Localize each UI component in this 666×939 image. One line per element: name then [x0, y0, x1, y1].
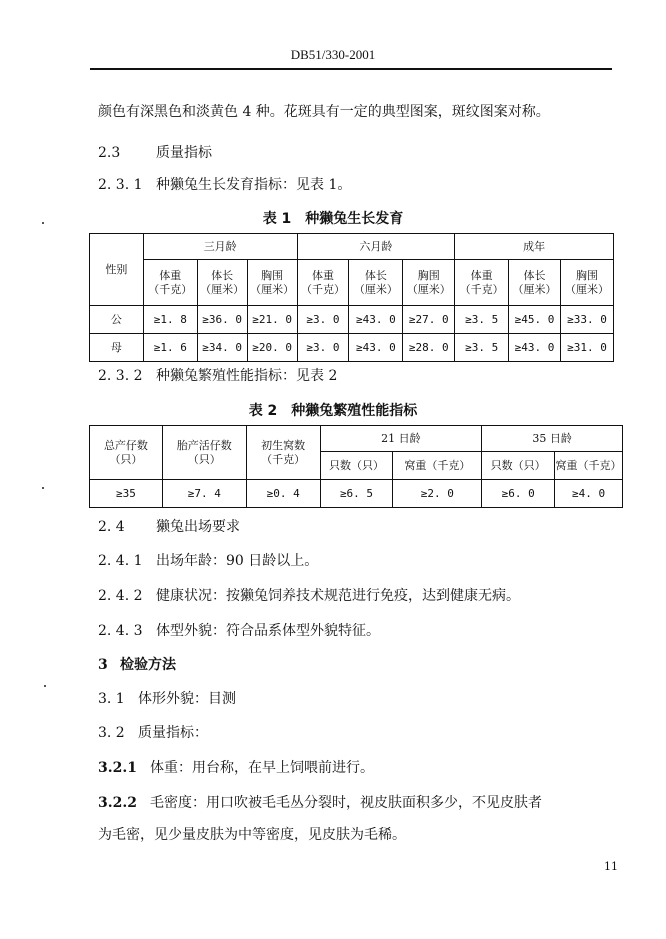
column-header: 总产仔数 （只）: [90, 426, 163, 480]
row-label: 母: [90, 334, 144, 362]
clause-2-4-1: [98, 552, 318, 570]
scan-dot: [42, 222, 44, 224]
column-header: 只数（只）: [482, 452, 555, 480]
column-header: 窝重（千克）: [393, 452, 482, 480]
column-header: 体重 （千克）: [297, 260, 349, 306]
column-header: 窝重（千克）: [555, 452, 623, 480]
scan-dot: [44, 685, 46, 687]
table-cell: ≥3. 0: [297, 334, 349, 362]
clause-number: 2. 3. 2: [98, 368, 143, 384]
column-header: 胸围 （厘米）: [403, 260, 455, 306]
clause-number: 3.2.1: [98, 760, 137, 776]
clause-3-2-1: [98, 759, 374, 777]
clause-text: 种獭兔生长发育指标：见表 1。: [156, 177, 352, 193]
group-header: 六月龄: [297, 234, 455, 260]
clause-3-2-2: [98, 794, 542, 812]
group-header: 三月龄: [143, 234, 297, 260]
section-title: 质量指标: [156, 145, 212, 161]
table-cell: ≥36. 0: [197, 306, 247, 334]
clause-text: 獭兔出场要求: [156, 519, 240, 535]
table-2: [89, 425, 623, 508]
table1-caption: 表 1 种獭兔生长发育: [262, 211, 404, 227]
column-header: 体重 （千克）: [455, 260, 509, 306]
table-cell: ≥1. 6: [143, 334, 197, 362]
table-cell: ≥34. 0: [197, 334, 247, 362]
table2-caption: 表 2 种獭兔繁殖性能指标: [248, 403, 418, 419]
table-cell: ≥3. 5: [455, 334, 509, 362]
table-cell: ≥6. 5: [320, 480, 393, 508]
clause-number: 3.2.2: [98, 795, 137, 811]
sex-header: 性别: [90, 234, 144, 306]
column-header: 体长 （厘米）: [197, 260, 247, 306]
clause-3-1: [98, 690, 236, 708]
paragraph-line: 为毛密，见少量皮肤为中等密度，见皮肤为毛稀。: [98, 827, 406, 843]
table-cell: ≥35: [90, 480, 163, 508]
clause-2-4-2: [98, 587, 520, 605]
table-cell: ≥1. 8: [143, 306, 197, 334]
clause-text: 体重：用台称，在早上饲喂前进行。: [150, 760, 374, 776]
section-number: 2.3: [98, 145, 121, 161]
table-cell: ≥21. 0: [247, 306, 297, 334]
clause-text: 体型外貌：符合品系体型外貌特征。: [156, 623, 380, 639]
table-cell: ≥28. 0: [403, 334, 455, 362]
clause-number: 2. 4. 3: [98, 623, 143, 639]
section-2-3: [98, 144, 212, 162]
clause-number: 2. 4: [98, 519, 125, 535]
table-cell: ≥4. 0: [555, 480, 623, 508]
row-label: 公: [90, 306, 144, 334]
clause-2-4-3: [98, 622, 380, 640]
clause-number: 2. 3. 1: [98, 177, 143, 193]
table-cell: ≥45. 0: [509, 306, 561, 334]
page-number: 11: [604, 860, 618, 873]
table-cell: ≥43. 0: [349, 306, 403, 334]
table-cell: ≥0. 4: [246, 480, 320, 508]
table-row: [90, 480, 623, 508]
clause-number: 3. 1: [98, 691, 125, 707]
table-cell: ≥3. 5: [455, 306, 509, 334]
table-cell: ≥31. 0: [561, 334, 614, 362]
column-header: 体长 （厘米）: [349, 260, 403, 306]
clause-text: 质量指标：: [138, 725, 208, 741]
paragraph-line: 颜色有深黑色和淡黄色 4 种。花斑具有一定的典型图案，斑纹图案对称。: [98, 104, 550, 120]
table-cell: ≥7. 4: [162, 480, 246, 508]
table-cell: ≥2. 0: [393, 480, 482, 508]
table-row: [90, 334, 614, 362]
clause-number: 3. 2: [98, 725, 125, 741]
column-header: 胸围 （厘米）: [561, 260, 614, 306]
column-header: 体重 （千克）: [143, 260, 197, 306]
group-header: 35 日龄: [482, 426, 623, 452]
clause-text: 健康状况：按獭兔饲养技术规范进行免疫，达到健康无病。: [156, 588, 520, 604]
table-cell: ≥6. 0: [482, 480, 555, 508]
column-header: 初生窝数 （千克）: [246, 426, 320, 480]
table-cell: ≥3. 0: [297, 306, 349, 334]
table-row: [90, 306, 614, 334]
group-header: 21 日龄: [320, 426, 482, 452]
table-cell: ≥20. 0: [247, 334, 297, 362]
column-header: 只数（只）: [320, 452, 393, 480]
table-cell: ≥27. 0: [403, 306, 455, 334]
clause-2-3-2: [98, 367, 337, 385]
clause-3-2: [98, 724, 208, 742]
header-rule: [90, 68, 612, 70]
section-number: 3: [98, 657, 108, 673]
clause-text: 毛密度：用口吹被毛毛丛分裂时，视皮肤面积多少，不见皮肤者: [150, 795, 542, 811]
clause-number: 2. 4. 1: [98, 553, 143, 569]
column-header: 体长 （厘米）: [509, 260, 561, 306]
group-header: 成年: [455, 234, 614, 260]
clause-number: 2. 4. 2: [98, 588, 143, 604]
clause-2-3-1: [98, 176, 351, 194]
clause-text: 体形外貌：目测: [138, 691, 236, 707]
column-header: 胸围 （厘米）: [247, 260, 297, 306]
clause-2-4: [98, 518, 240, 536]
table-1: [89, 233, 614, 362]
standard-code: DB51/330-2001: [290, 47, 376, 62]
section-title: 检验方法: [120, 657, 176, 673]
column-header: 胎产活仔数 （只）: [162, 426, 246, 480]
table-cell: ≥33. 0: [561, 306, 614, 334]
table-cell: ≥43. 0: [509, 334, 561, 362]
scan-dot: [42, 487, 44, 489]
table-cell: ≥43. 0: [349, 334, 403, 362]
clause-text: 出场年龄：90 日龄以上。: [156, 553, 319, 569]
clause-text: 种獭兔繁殖性能指标：见表 2: [156, 368, 338, 384]
section-3: [98, 656, 176, 674]
